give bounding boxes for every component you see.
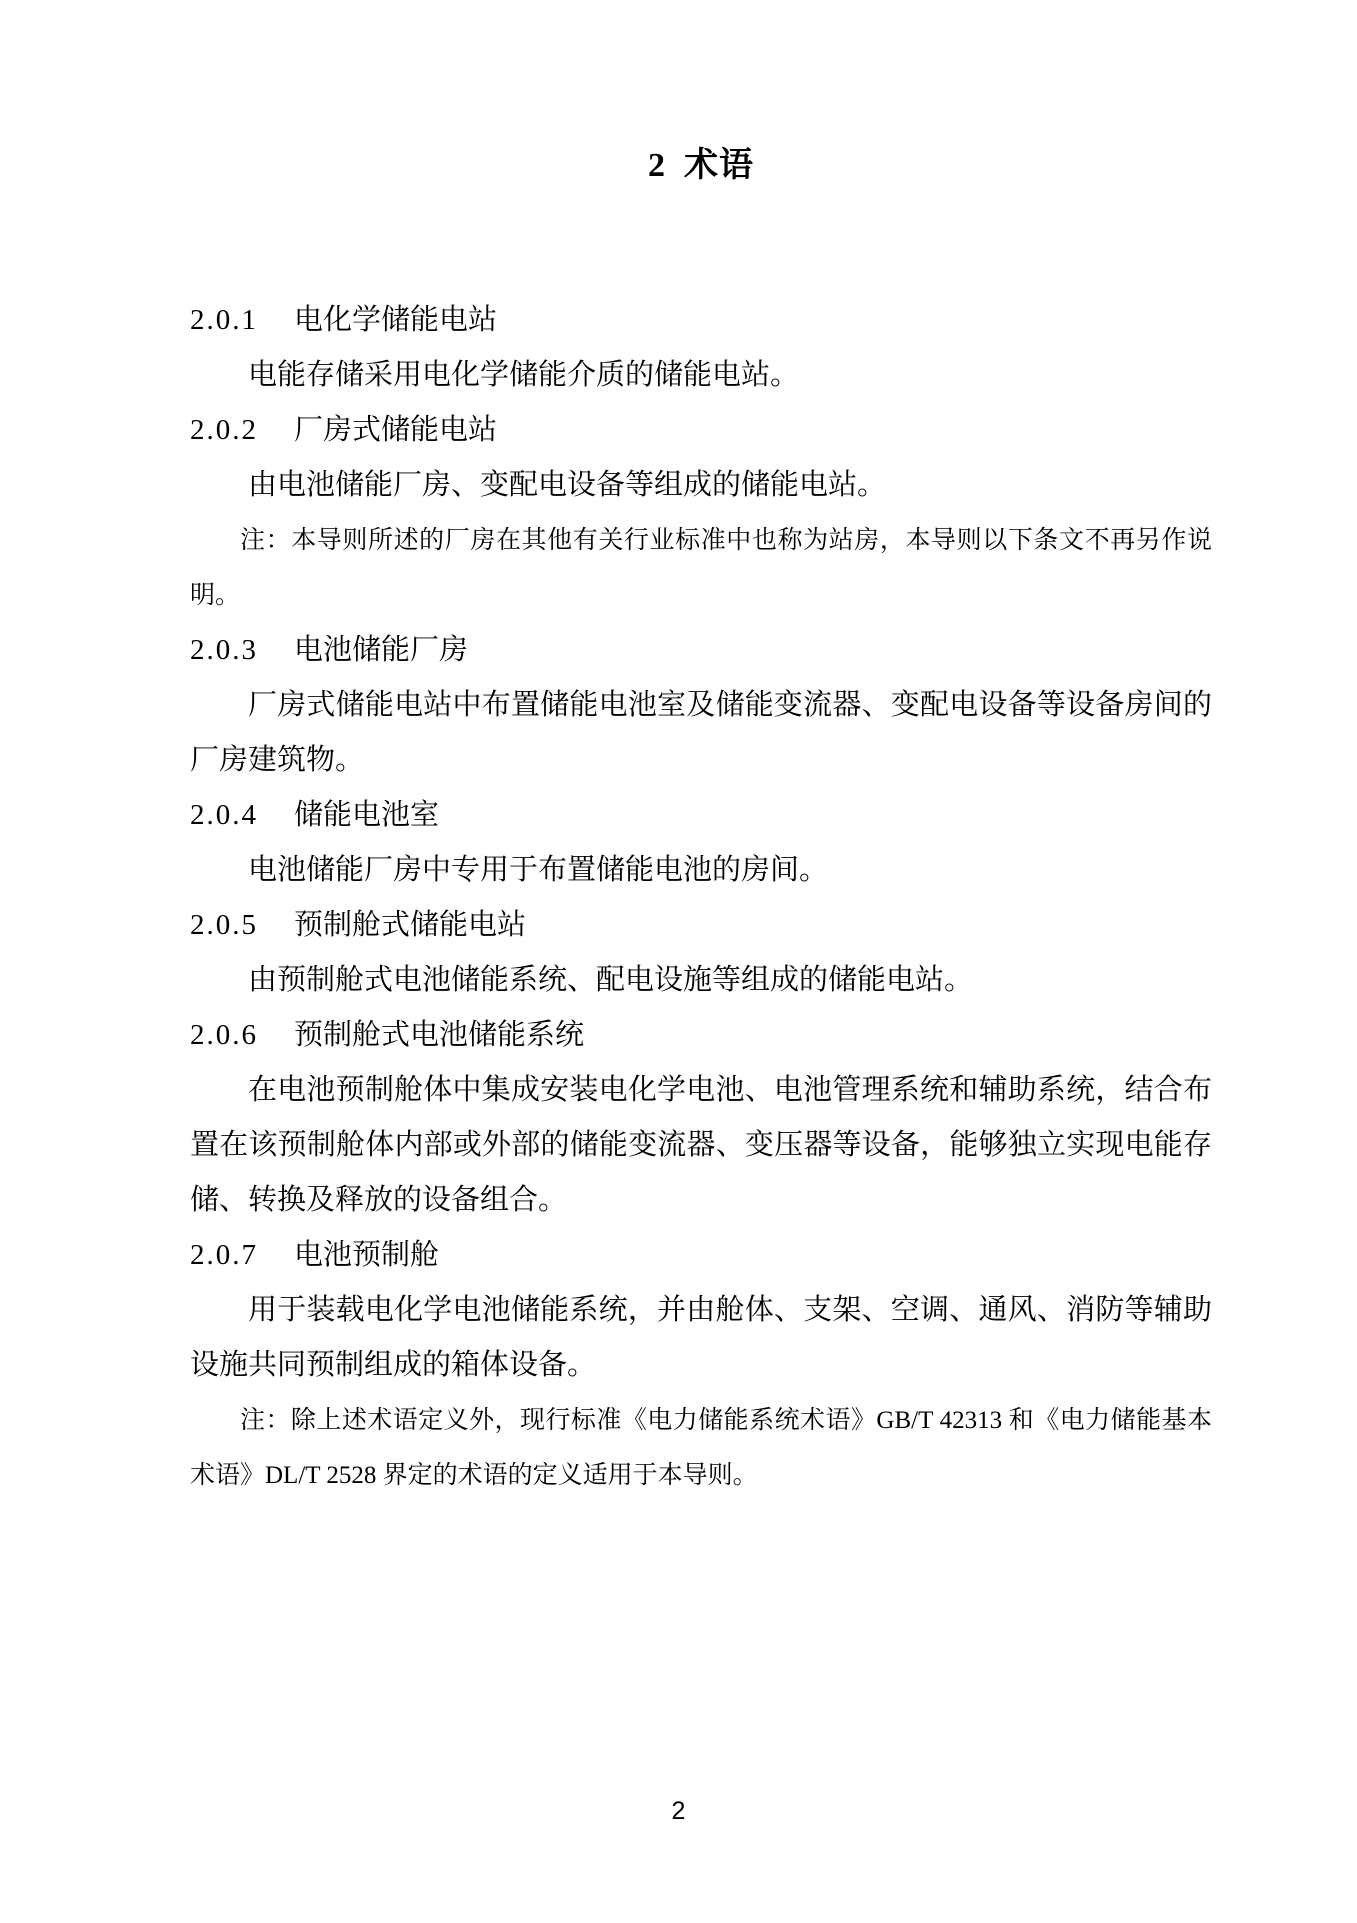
term-section-2-0-6 bbox=[190, 1008, 1212, 1228]
chapter-title-text: 术语 bbox=[684, 147, 754, 184]
term-definition: 厂房式储能电站中布置储能电池室及储能变流器、变配电设备等设备房间的厂房建筑物。 bbox=[190, 689, 1212, 776]
term-heading bbox=[190, 1228, 1212, 1283]
term-definition: 由预制舱式电池储能系统、配电设施等组成的储能电站。 bbox=[248, 964, 974, 996]
term-number: 2.0.6 bbox=[190, 1019, 258, 1051]
term-title: 预制舱式储能电站 bbox=[294, 909, 527, 941]
term-heading bbox=[190, 1008, 1212, 1063]
term-definition: 电池储能厂房中专用于布置储能电池的房间。 bbox=[248, 854, 829, 886]
term-section-2-0-4 bbox=[190, 788, 1212, 898]
term-definition: 电能存储采用电化学储能介质的储能电站。 bbox=[248, 359, 800, 391]
term-section-2-0-1 bbox=[190, 293, 1212, 403]
term-title: 电池储能厂房 bbox=[294, 634, 469, 666]
term-number: 2.0.3 bbox=[190, 634, 258, 666]
term-heading bbox=[190, 293, 1212, 348]
term-heading bbox=[190, 898, 1212, 953]
term-number: 2.0.2 bbox=[190, 414, 258, 446]
term-definition: 在电池预制舱体中集成安装电化学电池、电池管理系统和辅助系统，结合布置在该预制舱体内部或外部的储能变流器、变压器等设备，能够独立实现电能存储、转换及释放的设备组合。 bbox=[190, 1074, 1212, 1216]
term-note: 注：本导则所述的厂房在其他有关行业标准中也称为站房，本导则以下条文不再另作说明。 bbox=[190, 527, 1212, 609]
term-title: 电池预制舱 bbox=[294, 1239, 440, 1271]
term-title: 预制舱式电池储能系统 bbox=[294, 1019, 585, 1051]
chapter-title bbox=[190, 138, 1212, 193]
term-number: 2.0.4 bbox=[190, 799, 258, 831]
term-definition: 用于装载电化学电池储能系统，并由舱体、支架、空调、通风、消防等辅助设施共同预制组成的箱体设备。 bbox=[190, 1294, 1212, 1381]
term-heading bbox=[190, 788, 1212, 843]
term-number: 2.0.1 bbox=[190, 304, 258, 336]
term-title: 储能电池室 bbox=[294, 799, 440, 831]
page-number: 2 bbox=[671, 1797, 686, 1825]
term-definition: 由电池储能厂房、变配电设备等组成的储能电站。 bbox=[248, 469, 887, 501]
term-heading bbox=[190, 623, 1212, 678]
term-section-2-0-3 bbox=[190, 623, 1212, 788]
term-section-2-0-5 bbox=[190, 898, 1212, 1008]
term-title: 电化学储能电站 bbox=[294, 304, 498, 336]
chapter-number: 2 bbox=[648, 147, 666, 184]
page-content bbox=[190, 138, 1212, 1503]
term-number: 2.0.5 bbox=[190, 909, 258, 941]
term-heading bbox=[190, 403, 1212, 458]
term-title: 厂房式储能电站 bbox=[294, 414, 498, 446]
term-section-2-0-7 bbox=[190, 1228, 1212, 1503]
term-note: 注：除上述术语定义外，现行标准《电力储能系统术语》GB/T 42313 和《电力储能基本术语》DL/T 2528 界定的术语的定义适用于本导则。 bbox=[190, 1407, 1212, 1489]
term-number: 2.0.7 bbox=[190, 1239, 258, 1271]
term-section-2-0-2 bbox=[190, 403, 1212, 623]
